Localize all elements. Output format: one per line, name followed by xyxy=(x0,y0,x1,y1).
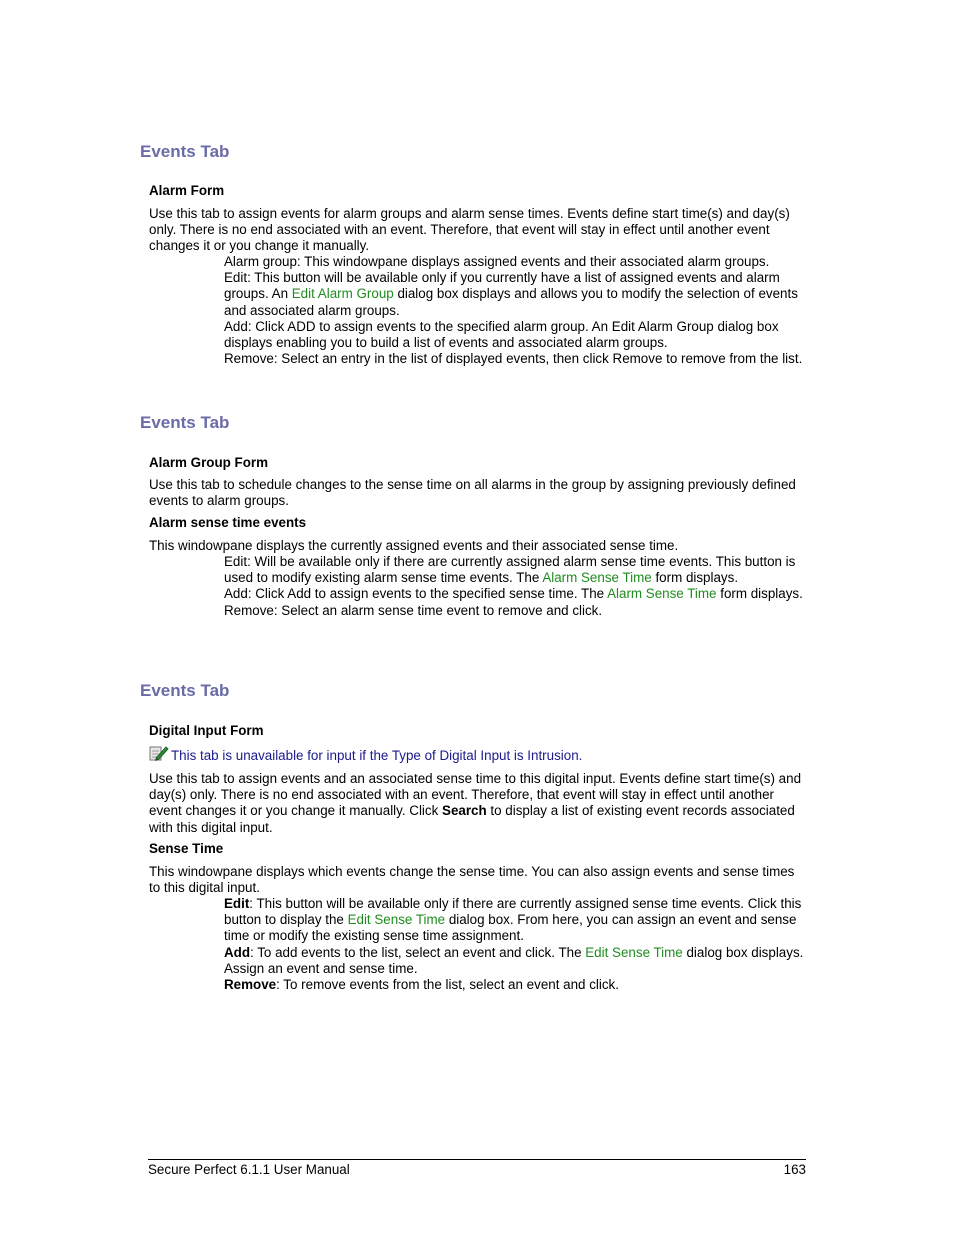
alarm-group-item: Alarm group: This windowpane displays assigned events and their associated alarm groups. xyxy=(224,254,770,269)
alarm-sense-time-link-1[interactable]: Alarm Sense Time xyxy=(542,570,652,586)
edit-sense-time-link-1[interactable]: Edit Sense Time xyxy=(347,912,446,928)
alarm-edit-item: Edit: This button will be available only if you currently have a list of assigned events and alarm groups. An Edit Alarm Group dialog box displays and allows you to modify the selection of events and associated alarm groups. xyxy=(224,270,798,318)
sense-add-item: Add: Click Add to assign events to the specified sense time. The Alarm Sense Time form displays. xyxy=(224,586,803,602)
sense-edit-item: Edit: Will be available only if there are currently assigned alarm sense time events. This button is used to modify existing alarm sense time events. The Alarm Sense Time form displays. xyxy=(224,554,796,586)
edit-alarm-group-link[interactable]: Edit Alarm Group xyxy=(291,286,394,302)
alarm-sense-time-events-intro: This windowpane displays the currently assigned events and their associated sense time. xyxy=(149,538,679,553)
alarm-group-bullets xyxy=(224,554,809,619)
section-heading-3: Events Tab xyxy=(140,681,230,700)
alarm-group-form-intro: Use this tab to schedule changes to the sense time on all alarms in the group by assigning previously defined events to alarm groups. xyxy=(149,477,796,509)
search-keyword: Search xyxy=(442,803,487,819)
di-add-item: Add: To add events to the list, select an event and click. The Edit Sense Time dialog box displays. Assign an event and sense time. xyxy=(224,944,804,976)
alarm-sense-time-link-2[interactable]: Alarm Sense Time xyxy=(607,586,717,602)
footer-manual-title: Secure Perfect 6.1.1 User Manual xyxy=(148,1162,350,1177)
digital-input-note: This tab is unavailable for input if the Type of Digital Input is Intrusion. xyxy=(171,748,583,763)
alarm-remove-item: Remove: Select an entry in the list of displayed events, then click Remove to remove from the list. xyxy=(224,351,803,367)
section-heading-2: Events Tab xyxy=(140,413,230,432)
di-remove-item: Remove: To remove events from the list, select an event and click. xyxy=(224,977,619,993)
di-edit-item: Edit: This button will be available only if there are currently assigned sense time events. Click this button to display the Edit Sense Time dialog box. From here, you can assign an event and sense time or modify the existing sense time assignment. xyxy=(224,896,802,944)
alarm-form-title: Alarm Form xyxy=(149,183,225,198)
digital-input-intro: Use this tab to assign events and an associated sense time to this digital input. Events define start time(s) and day(s) only. There is no end associated with an event. Therefore, that event will stay in effect until another event changes it or you change it manually. Click Search to display a list of existing event records associated with this digital input. xyxy=(149,771,802,835)
sense-time-intro: This windowpane displays which events change the sense time. You can also assign events and sense times to this digital input. xyxy=(149,864,795,896)
edit-sense-time-link-2[interactable]: Edit Sense Time xyxy=(585,944,683,960)
sense-remove-item: Remove: Select an alarm sense time event to remove and click. xyxy=(224,602,603,618)
alarm-add-item: Add: Click ADD to assign events to the specified alarm group. An Edit Alarm Group dialog box displays enabling you to build a list of events and associated alarm groups. xyxy=(224,318,779,351)
sense-time-title: Sense Time xyxy=(149,841,224,856)
alarm-form-intro: Use this tab to assign events for alarm groups and alarm sense times. Events define start time(s) and day(s) only. There is no end associated with an event. Therefore, that event will stay in effect until another event changes it or you change it manually. xyxy=(149,206,790,254)
digital-input-form-title: Digital Input Form xyxy=(149,723,264,738)
alarm-sense-time-events-title: Alarm sense time events xyxy=(149,515,307,530)
note-pencil-icon xyxy=(149,744,169,762)
alarm-form-bullets xyxy=(224,254,809,367)
footer-divider xyxy=(148,1159,806,1160)
footer-page-number: 163 xyxy=(783,1162,806,1177)
section-heading-1: Events Tab xyxy=(140,142,230,161)
sense-time-bullets xyxy=(224,896,809,993)
alarm-group-form-title: Alarm Group Form xyxy=(149,455,269,470)
